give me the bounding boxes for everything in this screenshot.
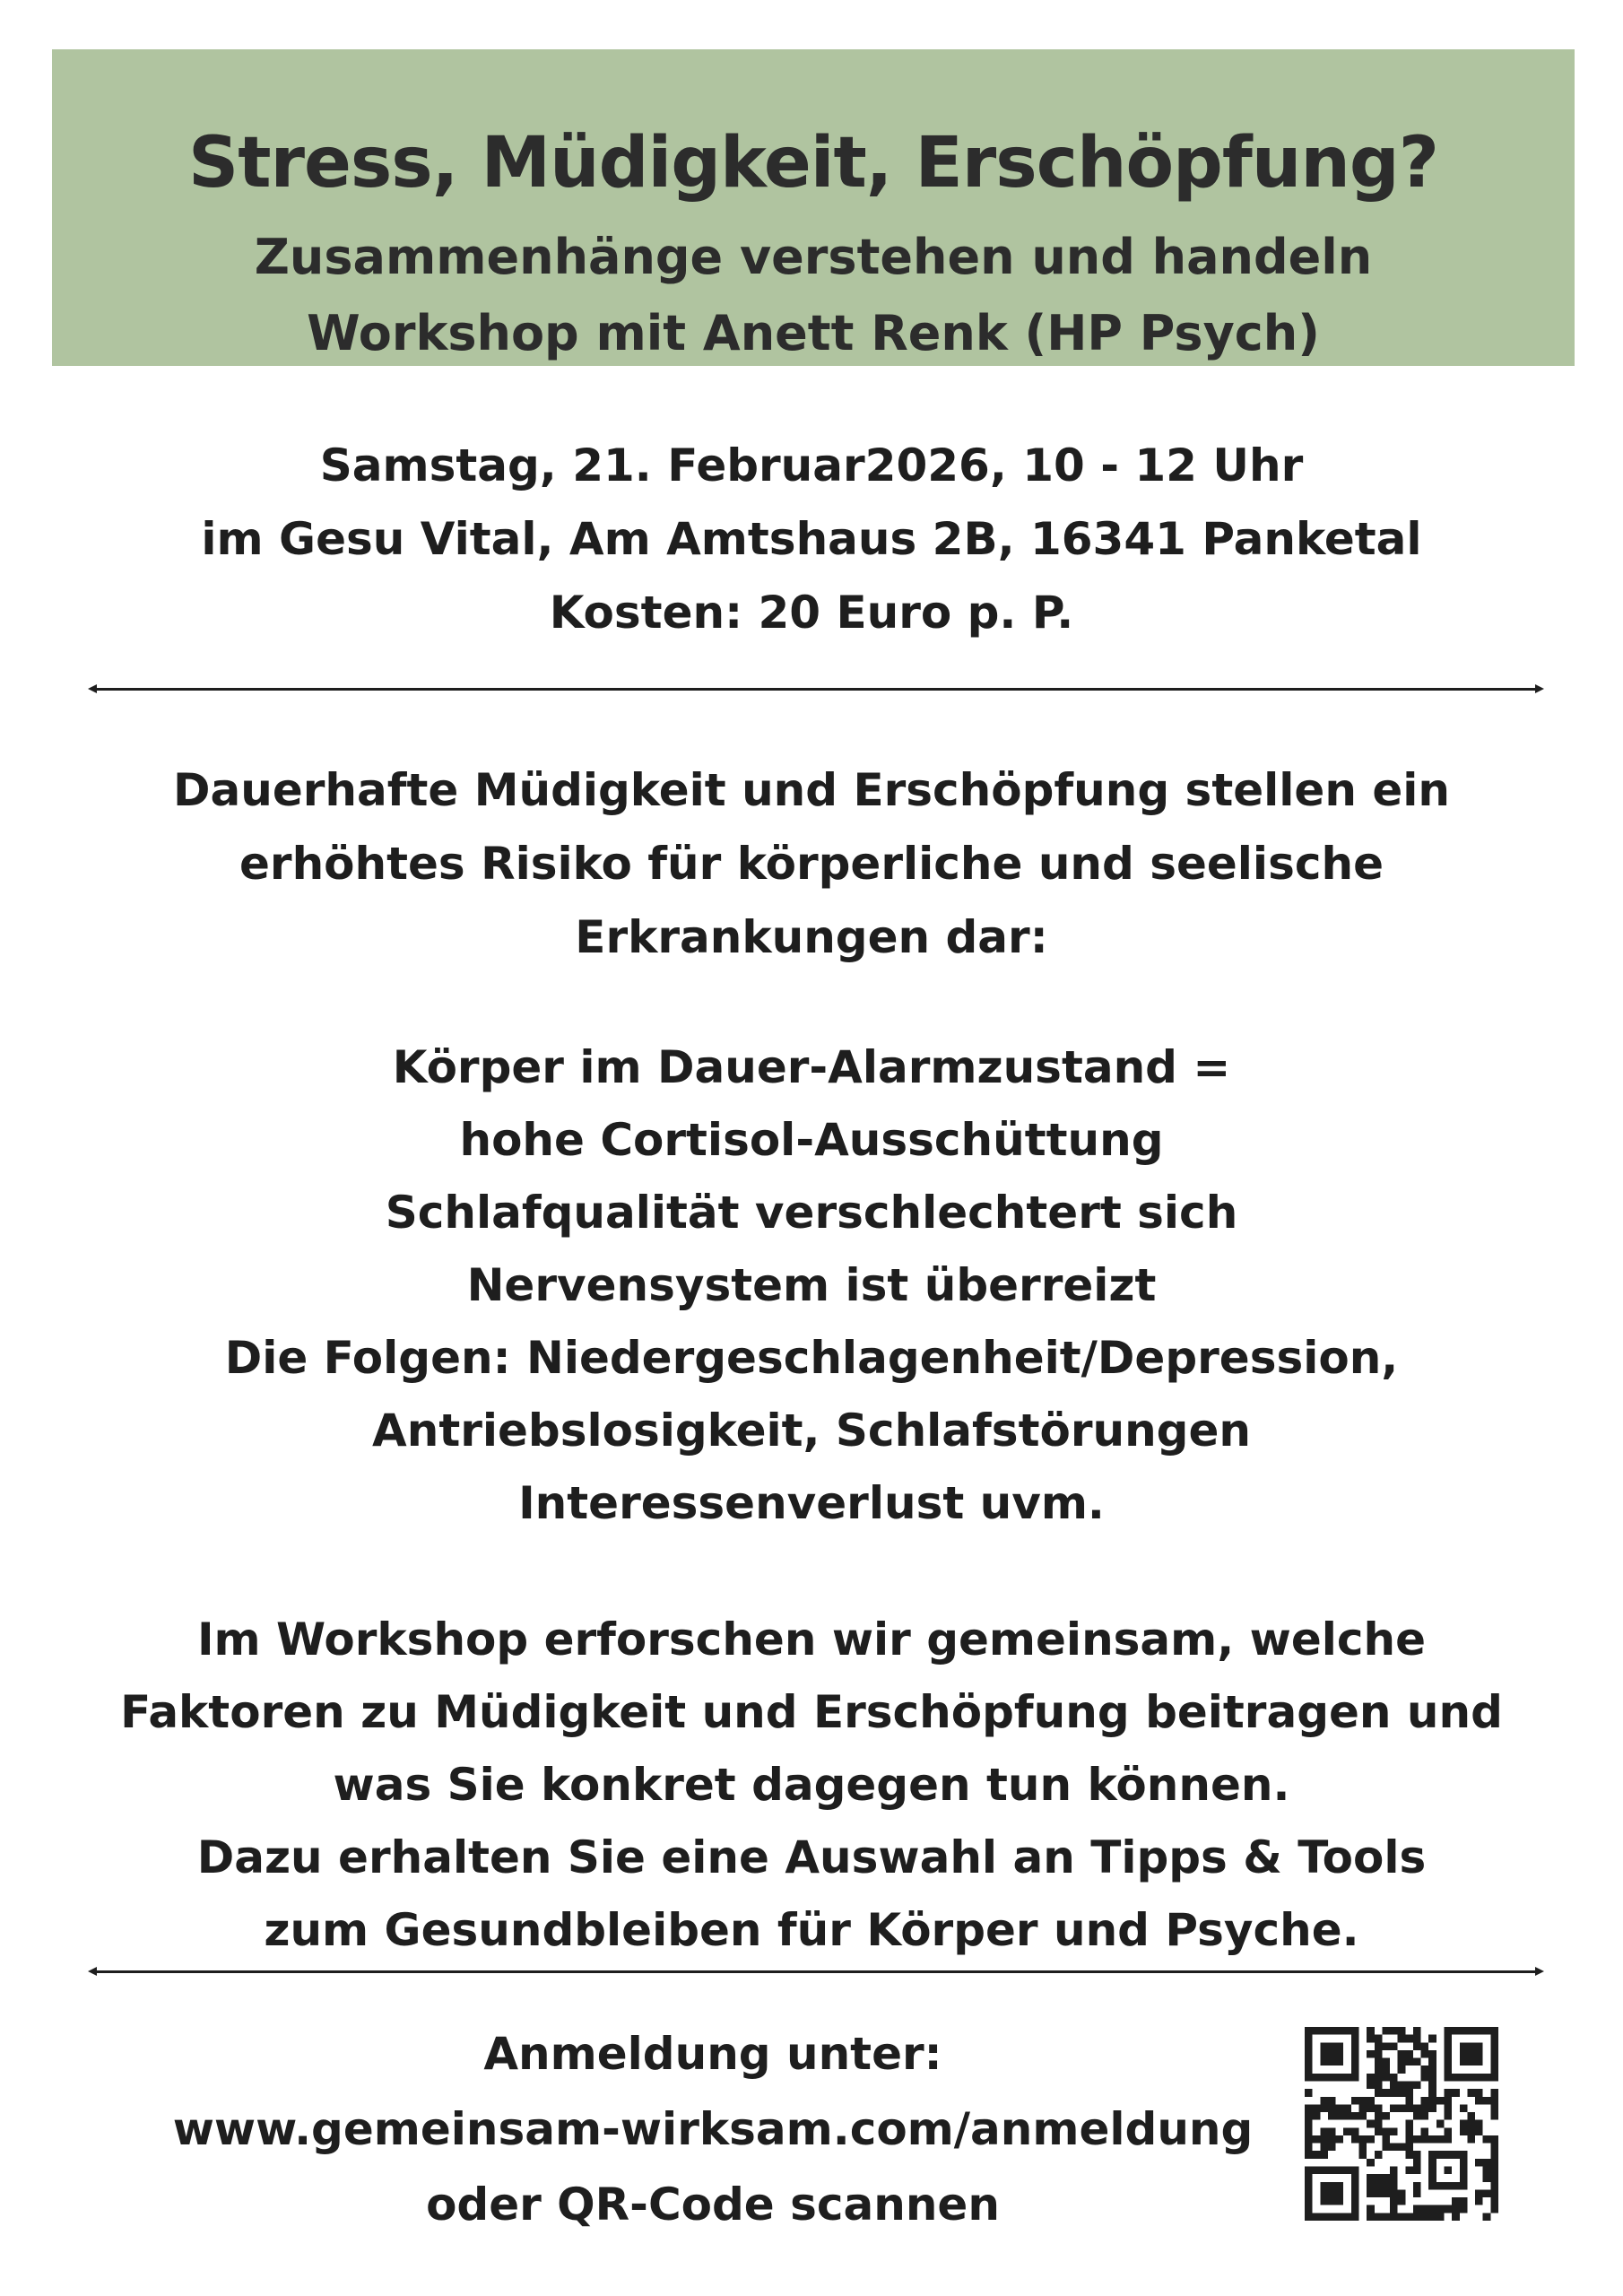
symptom-line: Nervensystem ist überreizt (466, 1259, 1157, 1311)
event-cost: Kosten: 20 Euro p. P. (549, 587, 1074, 639)
subtitle: Zusammenhänge verstehen und handeln (254, 229, 1373, 285)
qr-hint: oder QR-Code scannen (426, 2179, 1000, 2231)
symptom-line: Körper im Dauer-Alarmzustand = (392, 1041, 1231, 1093)
symptom-line: Die Folgen: Niedergeschlagenheit/Depression, (224, 1332, 1399, 1384)
signup-label: Anmeldung unter: (483, 2028, 942, 2080)
workshop-line: Dazu erhalten Sie eine Auswahl an Tipps & Tools (196, 1831, 1427, 1883)
header-banner (52, 49, 1575, 366)
intro-line: Dauerhafte Müdigkeit und Erschöpfung stellen ein (173, 764, 1450, 816)
event-date-time: Samstag, 21. Februar2026, 10 - 12 Uhr (319, 439, 1304, 491)
signup-section (108, 2016, 1318, 2242)
symptom-line: hohe Cortisol-Ausschüttung (459, 1114, 1164, 1166)
workshop-line: was Sie konkret dagegen tun können. (333, 1759, 1290, 1811)
divider-top (97, 688, 1535, 691)
signup-url-link[interactable]: www.gemeinsam-wirksam.com/anmeldung (172, 2103, 1254, 2155)
qr-code-icon[interactable] (1305, 2027, 1498, 2221)
event-info (0, 429, 1623, 649)
symptom-line: Interessenverlust uvm. (518, 1477, 1105, 1529)
intro-line: Erkrankungen dar: (575, 911, 1048, 963)
workshop-line: Faktoren zu Müdigkeit und Erschöpfung beitragen und (120, 1686, 1503, 1738)
symptom-line: Schlafqualität verschlechtert sich (385, 1187, 1238, 1239)
page-title: Stress, Müdigkeit, Erschöpfung? (188, 123, 1438, 204)
intro-line: erhöhtes Risiko für körperliche und seelische (239, 838, 1384, 890)
workshop-line: zum Gesundbleiben für Körper und Psyche. (264, 1904, 1359, 1956)
intro-paragraph (0, 753, 1623, 974)
workshop-line: Im Workshop erforschen wir gemeinsam, welche (196, 1613, 1427, 1665)
divider-bottom (97, 1970, 1535, 1973)
symptom-line: Antriebslosigkeit, Schlafstörungen (372, 1405, 1251, 1457)
workshop-host: Workshop mit Anett Renk (HP Psych) (307, 305, 1320, 361)
event-location: im Gesu Vital, Am Amtshaus 2B, 16341 Panketal (201, 513, 1422, 565)
workshop-paragraph (0, 1604, 1623, 1967)
symptoms-paragraph (0, 1031, 1623, 1540)
